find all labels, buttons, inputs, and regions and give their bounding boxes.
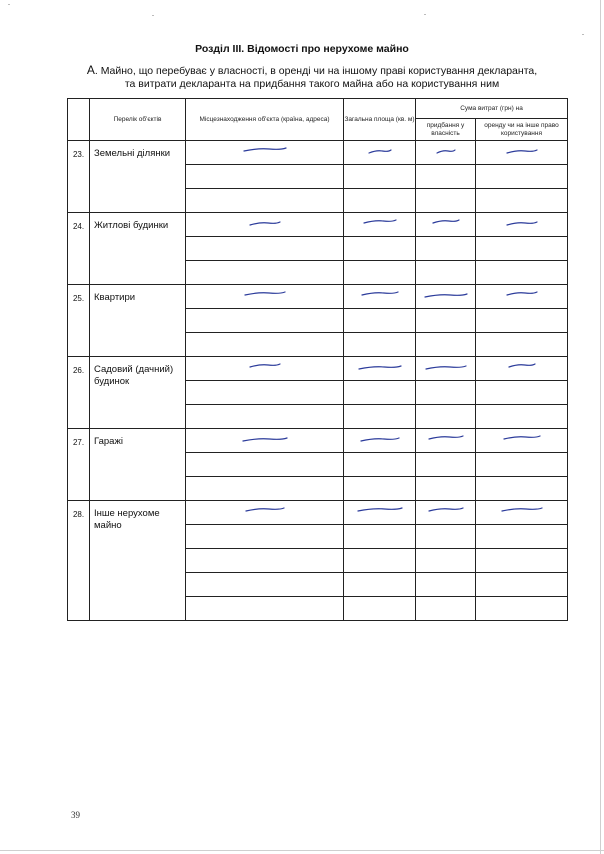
purchase-cell: [416, 477, 476, 501]
area-cell: [344, 357, 416, 381]
row-number: 24.: [68, 213, 90, 285]
area-cell: [344, 525, 416, 549]
row-label: Садовий (дачний) будинок: [90, 357, 186, 429]
subtitle-line-1: . Майно, що перебуває у власності, в оренді чи на іншому праві користування декларанта,: [94, 65, 538, 77]
row-label: Земельні ділянки: [90, 141, 186, 213]
location-cell: [186, 165, 344, 189]
location-cell: [186, 573, 344, 597]
rent-cell: [476, 525, 568, 549]
scan-speck: [8, 4, 10, 5]
rent-cell: [476, 405, 568, 429]
purchase-cell: [416, 381, 476, 405]
location-cell: [186, 189, 344, 213]
location-cell: [186, 477, 344, 501]
rent-cell: [476, 309, 568, 333]
rent-cell: [476, 573, 568, 597]
area-cell: [344, 477, 416, 501]
purchase-cell: [416, 261, 476, 285]
area-cell: [344, 213, 416, 237]
rent-cell: [476, 357, 568, 381]
row-number: 27.: [68, 429, 90, 501]
rent-cell: [476, 381, 568, 405]
section-title: Розділ ІІІ. Відомості про нерухоме майно: [195, 43, 409, 55]
scan-speck: [582, 34, 584, 35]
handwritten-dash: [244, 291, 286, 299]
purchase-cell: [416, 429, 476, 453]
row-label: Квартири: [90, 285, 186, 357]
handwritten-dash: [428, 507, 464, 515]
area-cell: [344, 165, 416, 189]
purchase-cell: [416, 213, 476, 237]
page-edge: [600, 0, 601, 854]
subtitle-letter: А: [86, 63, 95, 77]
rent-cell: [476, 237, 568, 261]
row-number: 28.: [68, 501, 90, 621]
rent-cell: [476, 141, 568, 165]
area-cell: [344, 429, 416, 453]
purchase-cell: [416, 501, 476, 525]
subtitle-line-2: та витрати декларанта на придбання такого майна або на користування ним: [124, 78, 500, 90]
handwritten-dash: [501, 507, 543, 515]
purchase-cell: [416, 141, 476, 165]
area-cell: [344, 573, 416, 597]
header-number: [68, 99, 90, 141]
purchase-cell: [416, 309, 476, 333]
row-label: Житлові будинки: [90, 213, 186, 285]
rent-cell: [476, 213, 568, 237]
header-purchase: придбання у власність: [416, 119, 476, 141]
real-estate-table: [67, 98, 568, 621]
scan-speck: [152, 15, 154, 16]
rent-cell: [476, 189, 568, 213]
area-cell: [344, 309, 416, 333]
location-cell: [186, 525, 344, 549]
rent-cell: [476, 429, 568, 453]
page-edge: [0, 850, 604, 851]
area-cell: [344, 285, 416, 309]
area-cell: [344, 597, 416, 621]
handwritten-dash: [361, 291, 399, 299]
table-row: [68, 285, 568, 309]
location-cell: [186, 501, 344, 525]
purchase-cell: [416, 357, 476, 381]
handwritten-dash: [242, 435, 288, 443]
table-row: [68, 141, 568, 165]
handwritten-dash: [368, 147, 392, 155]
purchase-cell: [416, 549, 476, 573]
area-cell: [344, 501, 416, 525]
handwritten-dash: [508, 363, 536, 371]
area-cell: [344, 549, 416, 573]
handwritten-dash: [249, 363, 281, 371]
purchase-cell: [416, 525, 476, 549]
location-cell: [186, 357, 344, 381]
handwritten-dash: [358, 363, 402, 371]
header-area: Загальна площа (кв. м): [344, 99, 416, 141]
rent-cell: [476, 597, 568, 621]
location-cell: [186, 453, 344, 477]
handwritten-dash: [363, 219, 397, 227]
row-label: Гаражі: [90, 429, 186, 501]
rent-cell: [476, 453, 568, 477]
location-cell: [186, 597, 344, 621]
purchase-cell: [416, 573, 476, 597]
area-cell: [344, 453, 416, 477]
handwritten-dash: [360, 435, 400, 443]
location-cell: [186, 141, 344, 165]
location-cell: [186, 405, 344, 429]
purchase-cell: [416, 165, 476, 189]
handwritten-dash: [249, 219, 281, 227]
location-cell: [186, 261, 344, 285]
handwritten-dash: [424, 291, 468, 299]
location-cell: [186, 213, 344, 237]
location-cell: [186, 237, 344, 261]
row-number: 26.: [68, 357, 90, 429]
section-subtitle: [60, 64, 564, 91]
area-cell: [344, 381, 416, 405]
table-row: [68, 213, 568, 237]
area-cell: [344, 141, 416, 165]
purchase-cell: [416, 189, 476, 213]
handwritten-dash: [425, 363, 467, 371]
handwritten-dash: [357, 507, 403, 515]
area-cell: [344, 333, 416, 357]
rent-cell: [476, 333, 568, 357]
table-row: [68, 357, 568, 381]
purchase-cell: [416, 405, 476, 429]
purchase-cell: [416, 285, 476, 309]
header-location: Місцезнаходження об'єкта (країна, адреса): [186, 99, 344, 141]
rent-cell: [476, 285, 568, 309]
row-number: 25.: [68, 285, 90, 357]
handwritten-dash: [503, 435, 541, 443]
area-cell: [344, 237, 416, 261]
location-cell: [186, 429, 344, 453]
purchase-cell: [416, 453, 476, 477]
table-row: [68, 429, 568, 453]
area-cell: [344, 405, 416, 429]
location-cell: [186, 549, 344, 573]
purchase-cell: [416, 237, 476, 261]
header-expenses: Сума витрат (грн) на: [416, 99, 568, 119]
area-cell: [344, 261, 416, 285]
handwritten-dash: [432, 219, 460, 227]
location-cell: [186, 285, 344, 309]
handwritten-dash: [243, 147, 287, 155]
handwritten-dash: [436, 147, 456, 155]
handwritten-dash: [245, 507, 285, 515]
rent-cell: [476, 549, 568, 573]
handwritten-dash: [506, 147, 538, 155]
row-number: 23.: [68, 141, 90, 213]
handwritten-dash: [506, 291, 538, 299]
location-cell: [186, 309, 344, 333]
rent-cell: [476, 165, 568, 189]
rent-cell: [476, 261, 568, 285]
header-objects: Перелік об'єктів: [90, 99, 186, 141]
handwritten-dash: [428, 435, 464, 443]
handwritten-dash: [506, 219, 538, 227]
rent-cell: [476, 477, 568, 501]
scan-speck: [424, 14, 426, 15]
page-number: 39: [71, 810, 80, 820]
area-cell: [344, 189, 416, 213]
location-cell: [186, 333, 344, 357]
location-cell: [186, 381, 344, 405]
row-label: Інше нерухоме майно: [90, 501, 186, 621]
purchase-cell: [416, 333, 476, 357]
table-row: [68, 501, 568, 525]
rent-cell: [476, 501, 568, 525]
header-rent: оренду чи на інше право користування: [476, 119, 568, 141]
purchase-cell: [416, 597, 476, 621]
